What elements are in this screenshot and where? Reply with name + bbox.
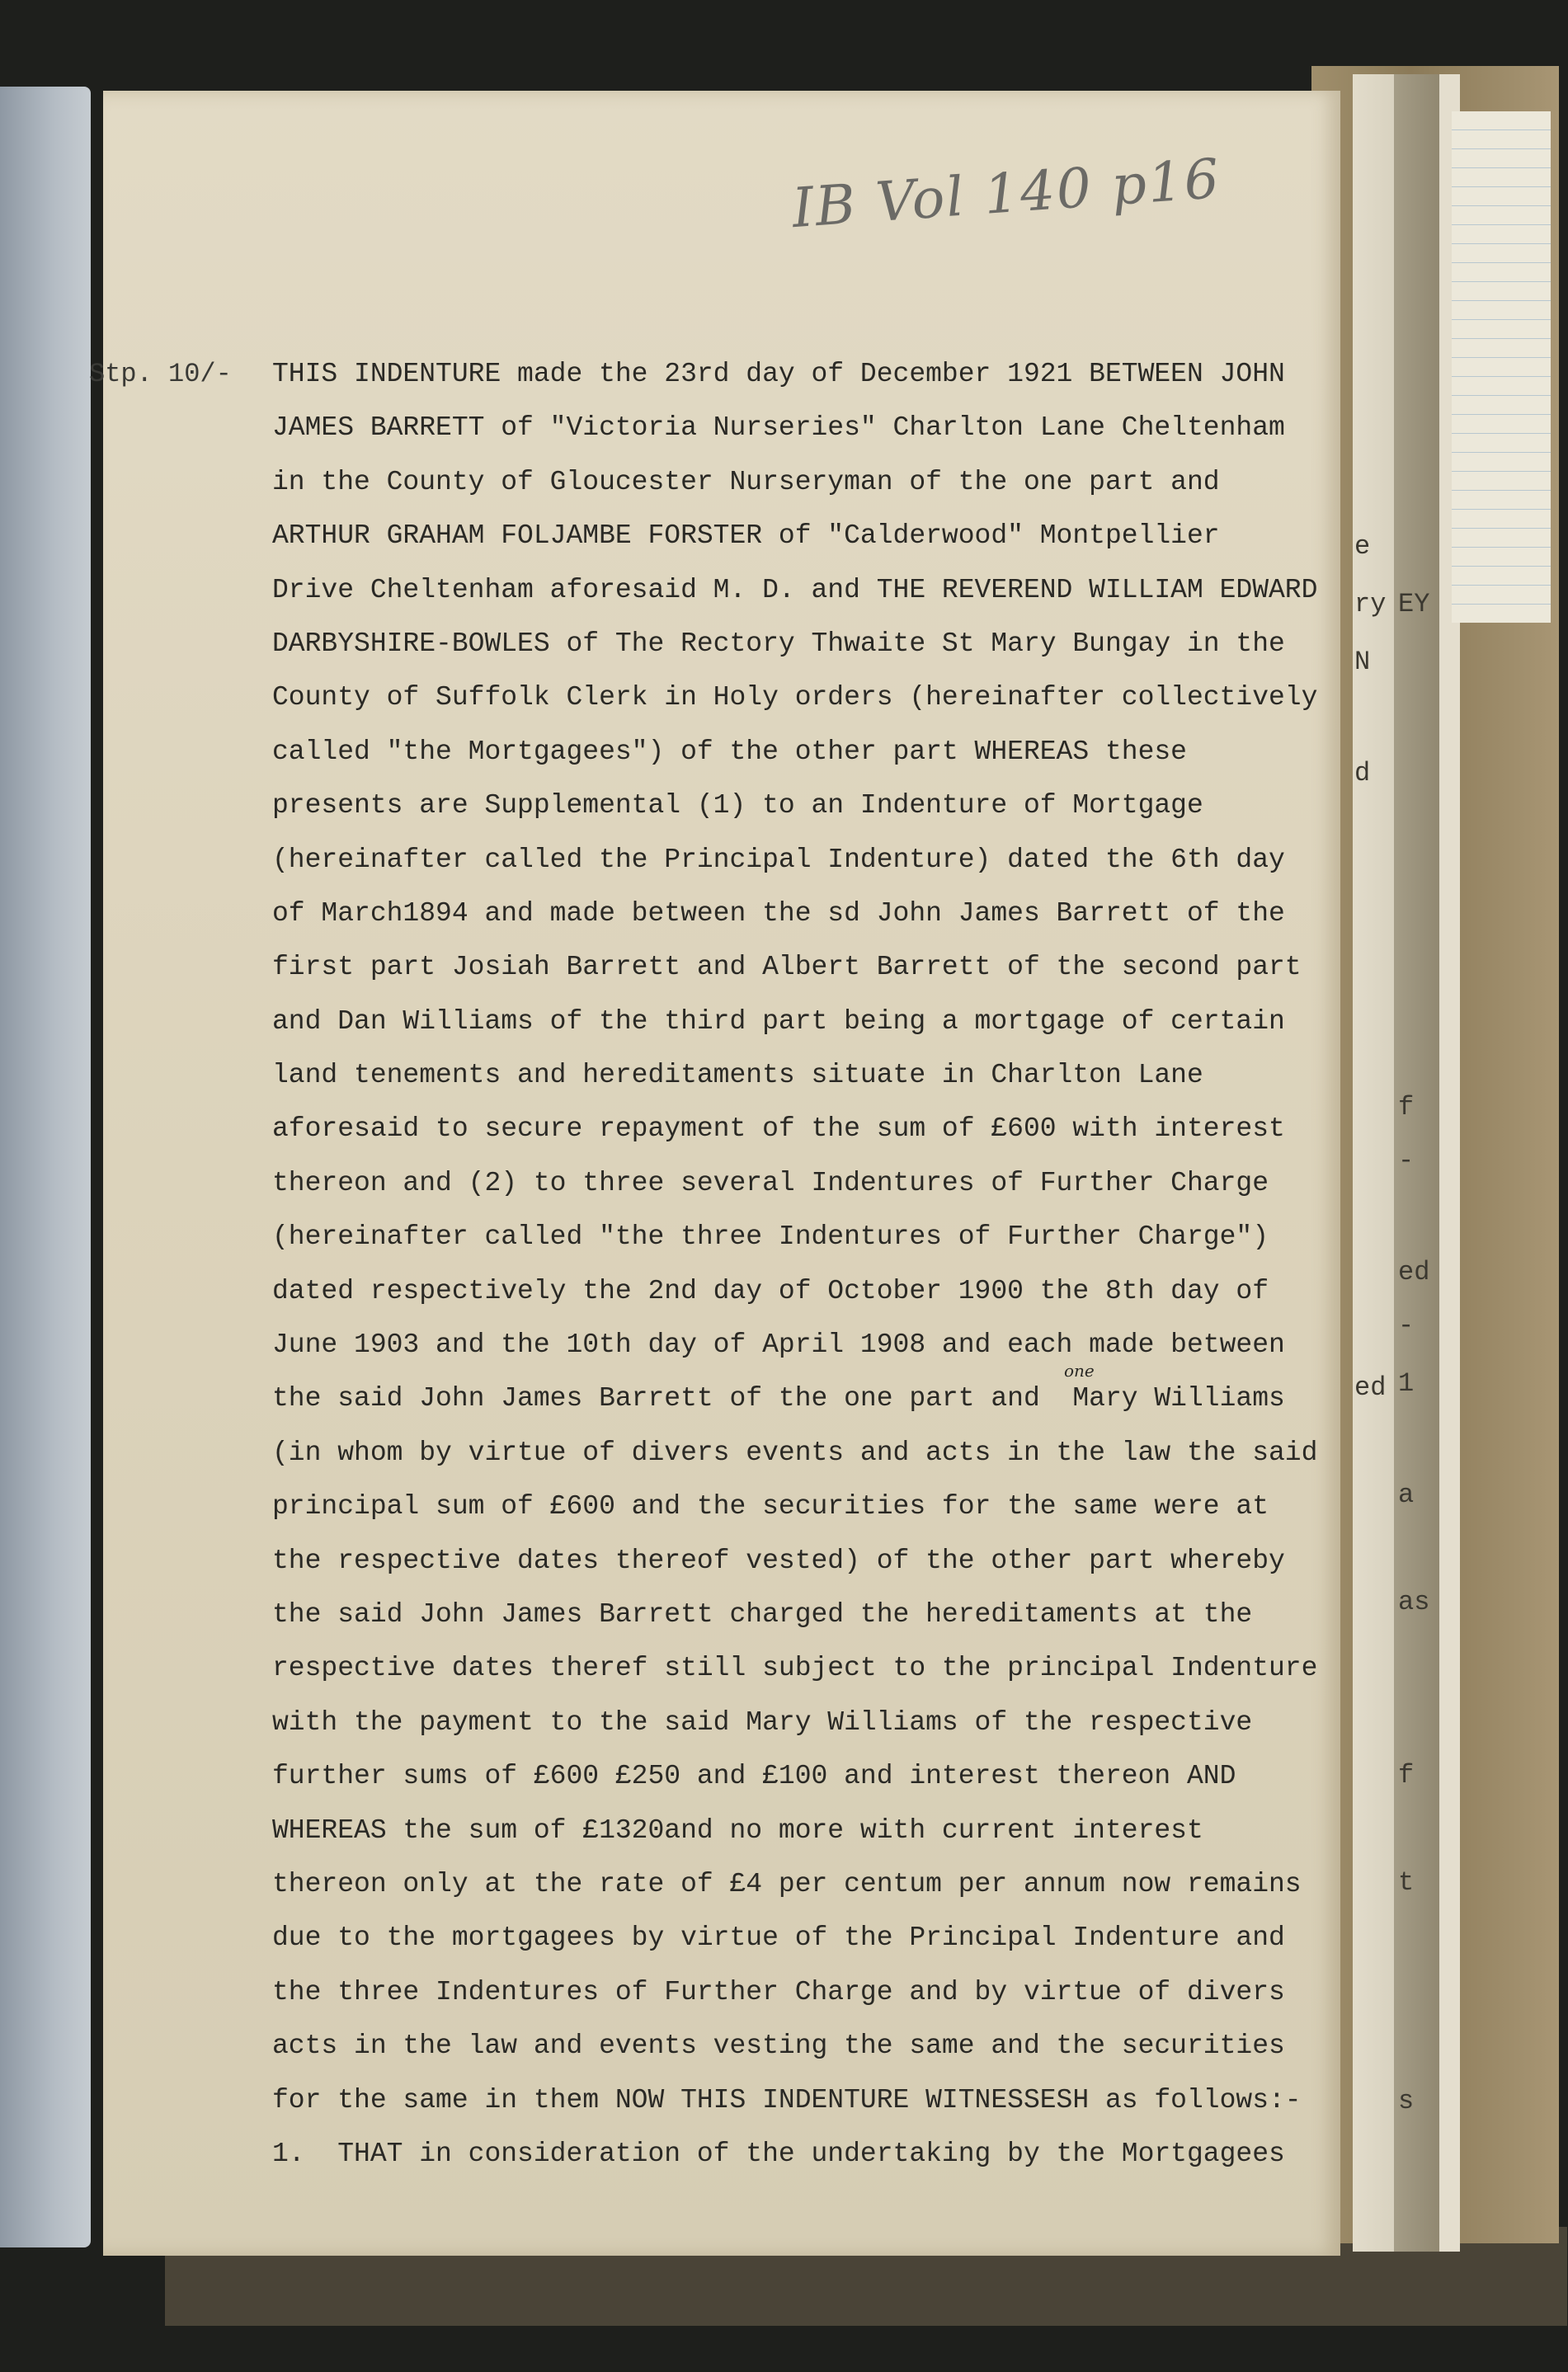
fragment: -	[1398, 1311, 1415, 1341]
text-line: ARTHUR GRAHAM FOLJAMBE FORSTER of "Calderwood" Montpellier	[272, 520, 1220, 552]
fragment: f	[1398, 1760, 1415, 1791]
fragment: t	[1398, 1867, 1415, 1898]
text-line: for the same in them NOW THIS INDENTURE WITNESSESH as follows:-	[272, 2084, 1302, 2116]
text-line: (in whom by virtue of divers events and acts in the law the said	[272, 1437, 1318, 1468]
handwritten-insertion: one	[1064, 1361, 1095, 1381]
fragment: ry	[1354, 589, 1387, 619]
ruled-note-slip	[1452, 111, 1551, 623]
text-line: presents are Supplemental (1) to an Indenture of Mortgage	[272, 790, 1203, 821]
text-line: WHEREAS the sum of £1320and no more with current interest	[272, 1814, 1203, 1846]
volume-cover-edge	[0, 87, 91, 2247]
archive-reference: IB Vol 140 p16	[789, 146, 1223, 241]
text-line: in the County of Gloucester Nurseryman of the one part and	[272, 466, 1220, 497]
text-line: the three Indentures of Further Charge and by virtue of divers	[272, 1976, 1285, 2007]
text-line: with the payment to the said Mary Williams of the respective	[272, 1706, 1253, 1738]
text-line: THIS INDENTURE made the 23rd day of December 1921 BETWEEN JOHN	[272, 359, 1285, 389]
text-line: JAMES BARRETT of "Victoria Nurseries" Charlton Lane Cheltenham	[272, 412, 1285, 444]
fragment: 1	[1398, 1368, 1415, 1399]
text-line: aforesaid to secure repayment of the sum of £600 with interest	[272, 1113, 1285, 1145]
text-line: due to the mortgagees by virtue of the Principal Indenture and	[272, 1923, 1285, 1954]
text-line: the said John James Barrett of the one part and Mary Williams	[272, 1383, 1285, 1414]
fragment: e	[1354, 531, 1371, 562]
text-line: land tenements and hereditaments situate in Charlton Lane	[272, 1060, 1203, 1091]
text-line: the said John James Barrett charged the hereditaments at the	[272, 1598, 1253, 1630]
text-line: respective dates theref still subject to the principal Indenture	[272, 1653, 1318, 1684]
text-line: 1. THAT in consideration of the undertaking by the Mortgagees	[272, 2138, 1285, 2169]
fragment: ed	[1398, 1257, 1430, 1287]
fragment: N	[1354, 647, 1371, 677]
text-line: first part Josiah Barrett and Albert Barrett of the second part	[272, 952, 1302, 983]
indenture-text	[272, 358, 1328, 2191]
text-line: Drive Cheltenham aforesaid M. D. and THE REVEREND WILLIAM EDWARD	[272, 574, 1318, 605]
fragment: a	[1398, 1480, 1415, 1510]
fragment: f	[1398, 1092, 1415, 1122]
text-line: thereon and (2) to three several Indentures of Further Charge	[272, 1167, 1269, 1198]
text-line: of March1894 and made between the sd John James Barrett of the	[272, 897, 1285, 929]
text-line: thereon only at the rate of £4 per centum per annum now remains	[272, 1868, 1302, 1899]
text-line: principal sum of £600 and the securities for the same were at	[272, 1491, 1269, 1523]
fragment: EY	[1398, 589, 1430, 619]
stamp-duty-note: Stp. 10/-	[89, 359, 232, 389]
text-line: and Dan Williams of the third part being a mortgage of certain	[272, 1005, 1285, 1037]
fragment: d	[1354, 758, 1371, 788]
fragment: as	[1398, 1587, 1430, 1617]
text-line: (hereinafter called the Principal Indenture) dated the 6th day	[272, 844, 1285, 875]
text-line: acts in the law and events vesting the same and the securities	[272, 2031, 1285, 2062]
fragment: -	[1398, 1146, 1415, 1176]
text-line: June 1903 and the 10th day of April 1908 and each made between	[272, 1330, 1285, 1361]
text-line: further sums of £600 £250 and £100 and interest thereon AND	[272, 1761, 1236, 1792]
fragment: s	[1398, 2086, 1415, 2116]
text-line: (hereinafter called "the three Indentures of Further Charge")	[272, 1221, 1269, 1253]
fragment: ed	[1354, 1372, 1387, 1403]
text-line: the respective dates thereof vested) of the other part whereby	[272, 1545, 1285, 1576]
text-line: DARBYSHIRE-BOWLES of The Rectory Thwaite St Mary Bungay in the	[272, 628, 1285, 659]
text-line: dated respectively the 2nd day of October 1900 the 8th day of	[272, 1275, 1269, 1306]
text-line: County of Suffolk Clerk in Holy orders (hereinafter collectively	[272, 682, 1318, 713]
text-line: called "the Mortgagees") of the other part WHEREAS these	[272, 736, 1187, 767]
